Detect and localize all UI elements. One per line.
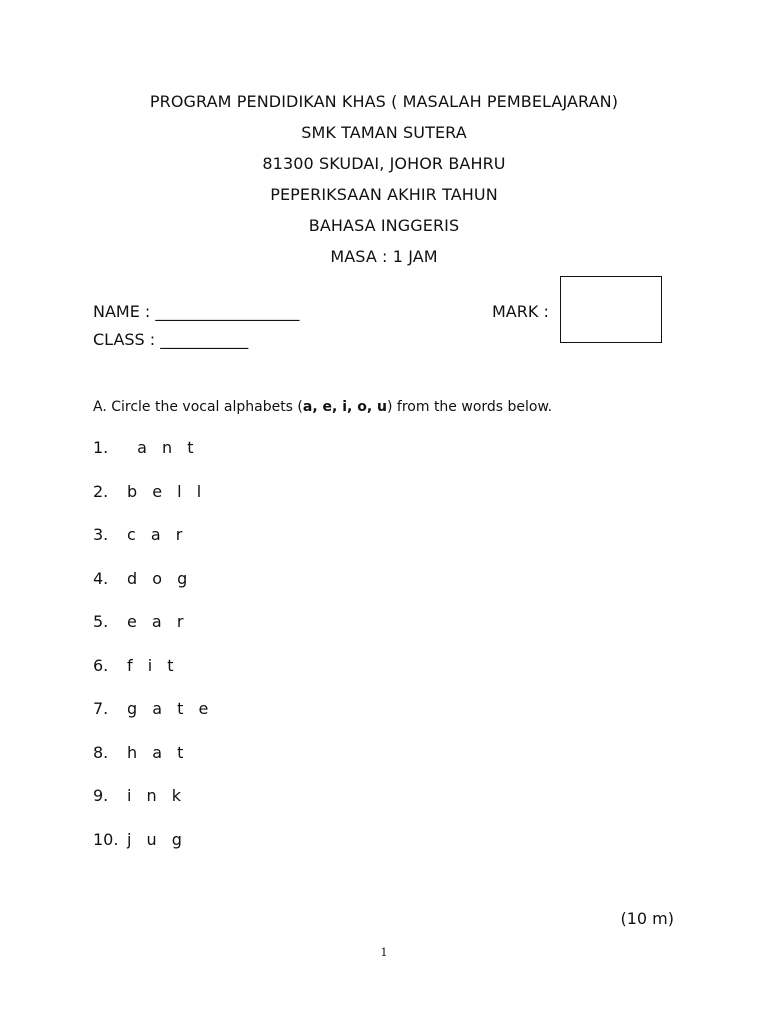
- question-item: [93, 739, 213, 783]
- question-item: [93, 565, 213, 609]
- question-item: [93, 826, 213, 870]
- header-duration: MASA : 1 JAM: [330, 247, 438, 266]
- question-word: f i t: [127, 655, 179, 675]
- document-header: [0, 86, 768, 272]
- question-number: 10.: [93, 829, 119, 849]
- question-item: [93, 782, 213, 826]
- question-number: 4.: [93, 568, 109, 588]
- question-item: [93, 652, 213, 696]
- question-word: b e l l: [127, 481, 207, 501]
- question-item: [93, 608, 213, 652]
- question-item: [93, 695, 213, 739]
- mark-box: [560, 276, 662, 343]
- question-word: d o g: [127, 568, 193, 588]
- section-a-instruction: [93, 396, 552, 418]
- header-exam: PEPERIKSAAN AKHIR TAHUN: [270, 185, 498, 204]
- question-item: [93, 434, 213, 478]
- instruction-prefix: A. Circle the vocal alphabets (: [93, 399, 303, 415]
- question-number: 8.: [93, 742, 109, 762]
- instruction-vowels: a, e, i, o, u: [302, 399, 387, 415]
- header-school: SMK TAMAN SUTERA: [301, 123, 467, 142]
- question-number: 1.: [93, 438, 109, 457]
- class-field: CLASS : ___________: [93, 330, 249, 349]
- question-word: c a r: [127, 525, 188, 544]
- question-word: g a t e: [127, 699, 214, 718]
- mark-label: MARK :: [492, 302, 549, 321]
- question-number: 2.: [93, 481, 109, 501]
- question-number: 3.: [93, 525, 109, 544]
- question-number: 9.: [93, 786, 109, 805]
- header-subject: BAHASA INGGERIS: [308, 216, 460, 235]
- question-list: [93, 434, 213, 869]
- question-number: 6.: [93, 655, 109, 675]
- question-item: [93, 478, 213, 522]
- question-word: i n k: [127, 786, 187, 805]
- total-marks: (10 m): [620, 909, 674, 928]
- question-word: a n t: [127, 438, 199, 457]
- question-word: j u g: [127, 829, 187, 849]
- instruction-suffix: ) from the words below.: [387, 399, 553, 415]
- question-item: [93, 521, 213, 565]
- question-word: e a r: [127, 612, 189, 631]
- question-number: 5.: [93, 612, 109, 631]
- question-number: 7.: [93, 699, 109, 718]
- name-field: NAME : __________________: [93, 302, 300, 321]
- header-address: 81300 SKUDAI, JOHOR BAHRU: [262, 154, 506, 173]
- page-number: 1: [380, 946, 388, 959]
- header-program: PROGRAM PENDIDIKAN KHAS ( MASALAH PEMBELAJARAN): [149, 92, 619, 111]
- question-word: h a t: [127, 742, 189, 762]
